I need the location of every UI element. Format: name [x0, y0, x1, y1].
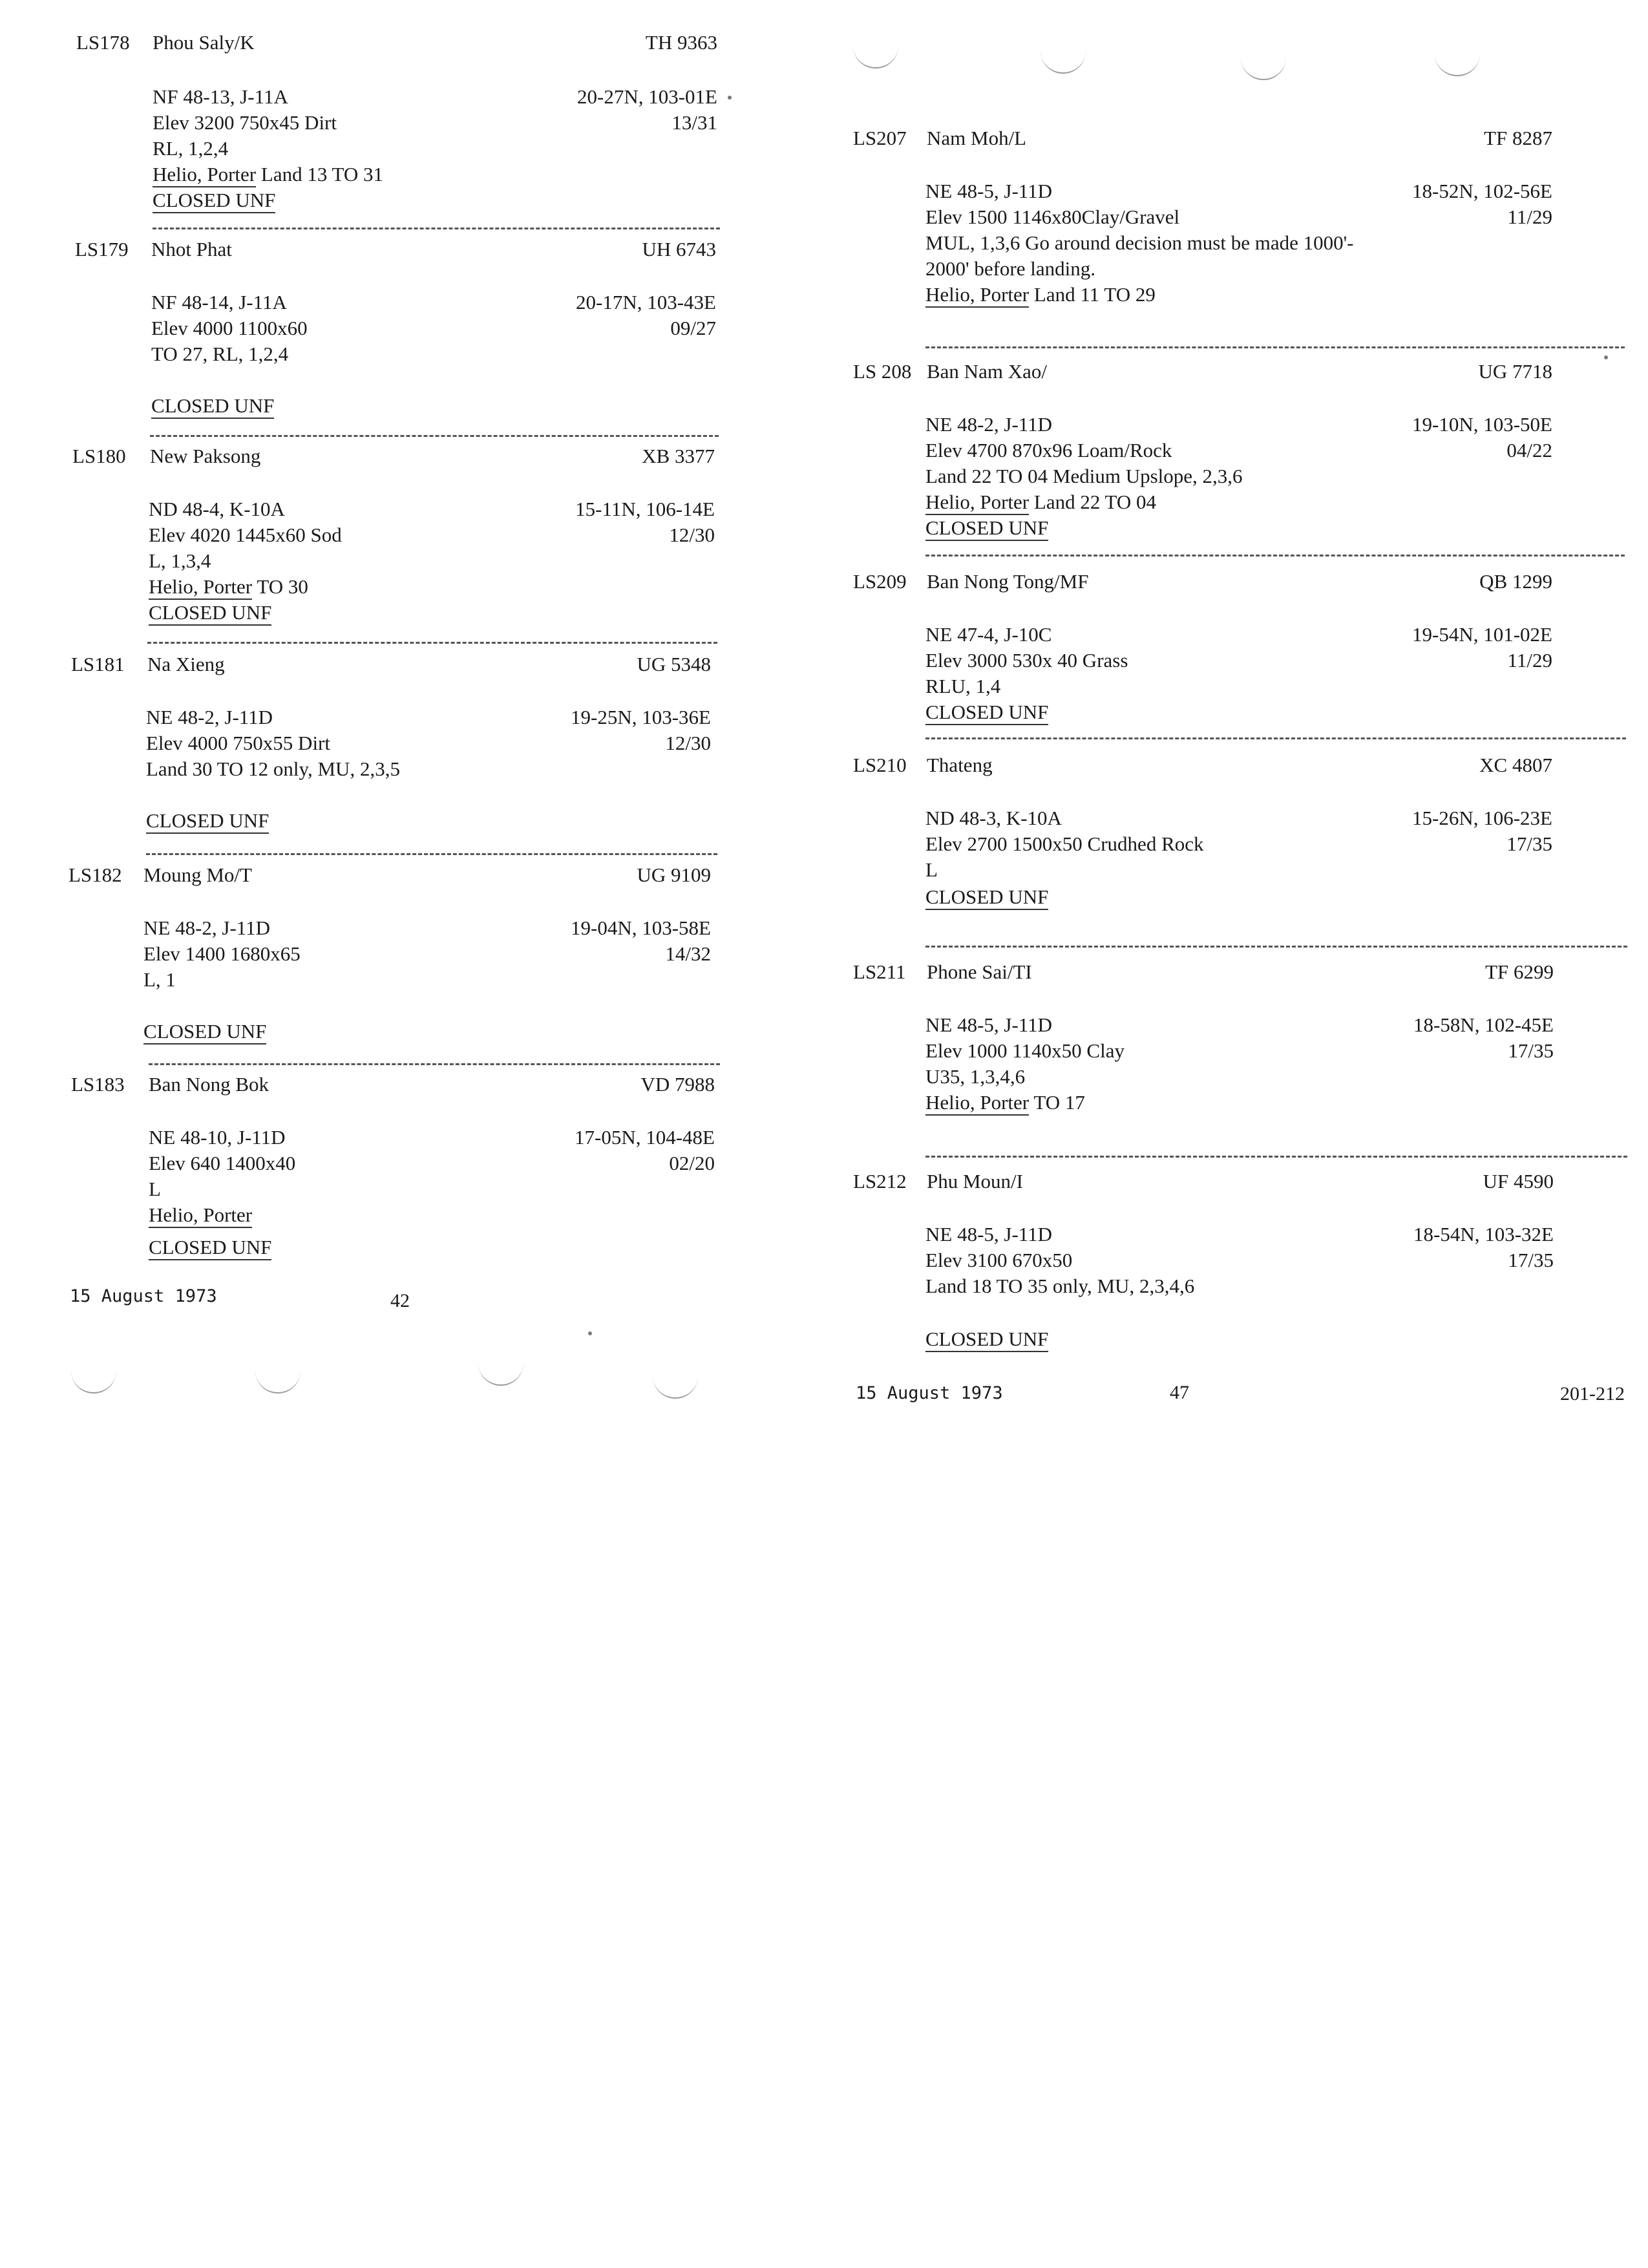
site-id: LS210: [853, 754, 907, 776]
map-sheet: NF 48-13, J-11A: [153, 85, 288, 108]
aircraft-line: [925, 489, 1156, 515]
coordinates: 18-52N, 102-56E: [1412, 180, 1552, 202]
speck: [728, 96, 732, 100]
site-id: LS 208: [853, 360, 912, 383]
site-name: Moung Mo/T: [143, 864, 252, 886]
coordinates: 19-25N, 103-36E: [571, 706, 711, 728]
grid-reference: XB 3377: [642, 445, 715, 467]
map-sheet: NE 48-2, J-11D: [143, 917, 271, 939]
elevation-runway: Elev 4000 750x55 Dirt: [146, 732, 330, 754]
page-number: 42: [390, 1290, 410, 1311]
site-name: Thateng: [927, 754, 993, 776]
site-id: LS179: [75, 238, 129, 260]
elevation-runway: Elev 3100 670x50: [925, 1249, 1073, 1271]
remarks-line: Land 30 TO 12 only, MU, 2,3,5: [146, 758, 400, 780]
closed-line: [925, 1326, 1048, 1352]
map-sheet: NE 48-10, J-11D: [149, 1126, 286, 1149]
grid-reference: UF 4590: [1483, 1170, 1554, 1192]
runway-heading: 13/31: [671, 111, 717, 134]
runway-heading: 12/30: [665, 732, 711, 754]
runway-heading: 17/35: [1508, 1039, 1554, 1062]
remarks-line: TO 27, RL, 1,2,4: [151, 343, 289, 365]
map-sheet: NE 47-4, J-10C: [925, 623, 1052, 646]
map-sheet: ND 48-3, K-10A: [925, 807, 1062, 829]
entry-header: [76, 31, 717, 59]
separator: [925, 1156, 1627, 1158]
punch-hole: [1241, 57, 1286, 80]
closed-line: [149, 600, 271, 626]
aircraft-types: Helio, Porter: [925, 1091, 1029, 1116]
elevation-runway: Elev 1400 1680x65: [143, 942, 301, 965]
coordinates: 15-26N, 106-23E: [1412, 807, 1552, 829]
entry-header: [75, 238, 716, 266]
elevation-runway: Elev 640 1400x40: [149, 1152, 296, 1174]
aircraft-line: [149, 1202, 252, 1228]
map-sheet: NF 48-14, J-11A: [151, 291, 287, 313]
site-name: Ban Nong Tong/MF: [927, 570, 1089, 593]
remarks-line: Land 18 TO 35 only, MU, 2,3,4,6: [925, 1275, 1195, 1297]
aircraft-ops: TO 30: [252, 575, 308, 598]
aircraft-line: [149, 574, 308, 600]
closed-status: CLOSED UNF: [925, 701, 1048, 725]
closed-line: [149, 1235, 271, 1260]
grid-reference: QB 1299: [1479, 570, 1552, 593]
entry-header: [71, 653, 711, 681]
coordinates: 18-54N, 103-32E: [1413, 1223, 1554, 1245]
elevation-runway: Elev 2700 1500x50 Crudhed Rock: [925, 832, 1204, 855]
aircraft-ops: Land 11 TO 29: [1029, 283, 1156, 306]
site-name: Ban Nam Xao/: [927, 360, 1047, 383]
site-id: LS212: [853, 1170, 907, 1192]
runway-heading: 11/29: [1507, 206, 1552, 228]
site-name: Na Xieng: [147, 653, 225, 675]
speck: [1604, 355, 1608, 359]
map-sheet: NE 48-2, J-11D: [146, 706, 273, 728]
right-page: [788, 0, 1648, 1445]
closed-line: [925, 515, 1048, 541]
site-name: Nam Moh/L: [927, 127, 1027, 149]
grid-reference: XC 4807: [1479, 754, 1552, 776]
runway-heading: 04/22: [1506, 439, 1552, 461]
closed-status: CLOSED UNF: [925, 885, 1048, 910]
aircraft-types: Helio, Porter: [149, 1203, 252, 1228]
site-name: New Paksong: [150, 445, 261, 467]
grid-reference: TF 6299: [1485, 960, 1554, 983]
remarks-line: RL, 1,2,4: [153, 137, 229, 160]
coordinates: 19-04N, 103-58E: [571, 917, 711, 939]
site-id: LS181: [71, 653, 125, 675]
site-id: LS211: [853, 960, 906, 983]
remarks-line: L: [925, 858, 938, 881]
closed-status: CLOSED UNF: [153, 189, 275, 213]
map-sheet: ND 48-4, K-10A: [149, 498, 285, 520]
entry-header: [853, 570, 1552, 599]
coordinates: 15-11N, 106-14E: [575, 498, 715, 520]
aircraft-types: Helio, Porter: [153, 163, 256, 187]
grid-reference: UH 6743: [642, 238, 716, 260]
runway-heading: 17/35: [1506, 832, 1552, 855]
separator: [925, 946, 1627, 948]
punch-hole: [1435, 53, 1480, 76]
separator: [925, 737, 1626, 739]
coordinates: 19-10N, 103-50E: [1412, 413, 1552, 436]
footer-date: 15 August 1973: [70, 1286, 217, 1306]
site-name: Phone Sai/TI: [927, 960, 1032, 983]
remarks-line: L, 1,3,4: [149, 549, 211, 572]
separator: [147, 642, 717, 644]
site-name: Nhot Phat: [151, 238, 232, 260]
remarks-line: L: [149, 1178, 161, 1200]
elevation-runway: Elev 1000 1140x50 Clay: [925, 1039, 1125, 1062]
punch-hole: [255, 1370, 301, 1394]
remarks-line: Land 22 TO 04 Medium Upslope, 2,3,6: [925, 465, 1243, 487]
map-sheet: NE 48-2, J-11D: [925, 413, 1053, 436]
separator: [925, 555, 1625, 556]
remarks-line: U35, 1,3,4,6: [925, 1065, 1026, 1088]
separator: [925, 346, 1625, 348]
separator: [146, 853, 717, 855]
site-name: Ban Nong Bok: [149, 1073, 269, 1096]
aircraft-ops: Land 13 TO 31: [256, 163, 384, 185]
remarks-line: RLU, 1,4: [925, 675, 1001, 697]
separator: [150, 435, 719, 437]
site-id: LS183: [71, 1073, 125, 1096]
separator: [149, 1063, 720, 1065]
closed-line: [153, 187, 275, 213]
elevation-runway: Elev 4000 1100x60: [151, 317, 308, 339]
closed-status: CLOSED UNF: [149, 601, 271, 626]
grid-reference: UG 7718: [1478, 360, 1552, 383]
map-sheet: NE 48-5, J-11D: [925, 1013, 1053, 1036]
runway-heading: 14/32: [665, 942, 711, 965]
elevation-runway: Elev 3200 750x45 Dirt: [153, 111, 337, 134]
entry-header: [71, 1073, 715, 1101]
site-id: LS182: [69, 864, 122, 886]
coordinates: 20-27N, 103-01E: [577, 85, 717, 108]
closed-line: [143, 1019, 266, 1044]
closed-line: [151, 393, 274, 419]
entry-header: [853, 1170, 1554, 1198]
entry-header: [853, 960, 1554, 989]
closed-status: CLOSED UNF: [149, 1236, 271, 1260]
closed-status: CLOSED UNF: [143, 1020, 266, 1044]
coordinates: 19-54N, 101-02E: [1412, 623, 1552, 646]
page-range: 201-212: [1560, 1383, 1625, 1404]
remarks-line-2: 2000' before landing.: [925, 257, 1095, 280]
map-sheet: NE 48-5, J-11D: [925, 1223, 1053, 1245]
runway-heading: 02/20: [669, 1152, 715, 1174]
site-name: Phou Saly/K: [153, 31, 255, 54]
site-id: LS207: [853, 127, 907, 149]
aircraft-types: Helio, Porter: [925, 491, 1029, 515]
aircraft-ops: Land 22 TO 04: [1029, 491, 1157, 513]
grid-reference: UG 5348: [637, 653, 711, 675]
closed-status: CLOSED UNF: [925, 1328, 1048, 1352]
punch-hole: [653, 1375, 698, 1399]
closed-line: [925, 699, 1048, 725]
aircraft-ops: TO 17: [1029, 1091, 1085, 1114]
punch-hole: [1041, 50, 1086, 74]
closed-status: CLOSED UNF: [146, 809, 269, 834]
speck: [588, 1331, 592, 1335]
elevation-runway: Elev 3000 530x 40 Grass: [925, 649, 1128, 672]
site-id: LS180: [72, 445, 126, 467]
runway-heading: 11/29: [1507, 649, 1552, 672]
map-sheet: NE 48-5, J-11D: [925, 180, 1053, 202]
site-id: LS178: [76, 31, 130, 54]
closed-status: CLOSED UNF: [925, 516, 1048, 541]
runway-heading: 17/35: [1508, 1249, 1554, 1271]
remarks-line: MUL, 1,3,6 Go around decision must be made 1000'-: [925, 231, 1354, 254]
aircraft-types: Helio, Porter: [925, 283, 1029, 308]
aircraft-line: [925, 1090, 1085, 1116]
footer-date: 15 August 1973: [856, 1383, 1003, 1403]
coordinates: 18-58N, 102-45E: [1413, 1013, 1554, 1036]
grid-reference: VD 7988: [640, 1073, 715, 1096]
elevation-runway: Elev 1500 1146x80Clay/Gravel: [925, 206, 1180, 228]
site-id: LS209: [853, 570, 907, 593]
closed-line: [146, 808, 269, 834]
entry-header: [72, 445, 715, 473]
left-page: [0, 0, 788, 1445]
grid-reference: TH 9363: [645, 31, 717, 54]
elevation-runway: Elev 4020 1445x60 Sod: [149, 524, 342, 546]
coordinates: 17-05N, 104-48E: [575, 1126, 715, 1149]
coordinates: 20-17N, 103-43E: [576, 291, 716, 313]
remarks-line: L, 1: [143, 968, 176, 991]
entry-header: [853, 127, 1552, 155]
page-number: 47: [1170, 1382, 1189, 1403]
aircraft-types: Helio, Porter: [149, 575, 252, 600]
runway-heading: 09/27: [670, 317, 716, 339]
grid-reference: TF 8287: [1484, 127, 1552, 149]
punch-hole: [853, 45, 898, 69]
aircraft-line: [153, 162, 383, 187]
closed-line: [925, 884, 1048, 910]
entry-header: [69, 864, 711, 892]
separator: [153, 228, 720, 229]
site-name: Phu Moun/I: [927, 1170, 1023, 1192]
runway-heading: 12/30: [669, 524, 715, 546]
aircraft-line: [925, 282, 1156, 308]
punch-hole: [71, 1370, 116, 1394]
elevation-runway: Elev 4700 870x96 Loam/Rock: [925, 439, 1172, 461]
closed-status: CLOSED UNF: [151, 394, 274, 419]
entry-header: [853, 754, 1552, 782]
punch-hole: [478, 1362, 523, 1386]
grid-reference: UG 9109: [637, 864, 711, 886]
entry-header: [853, 360, 1552, 388]
